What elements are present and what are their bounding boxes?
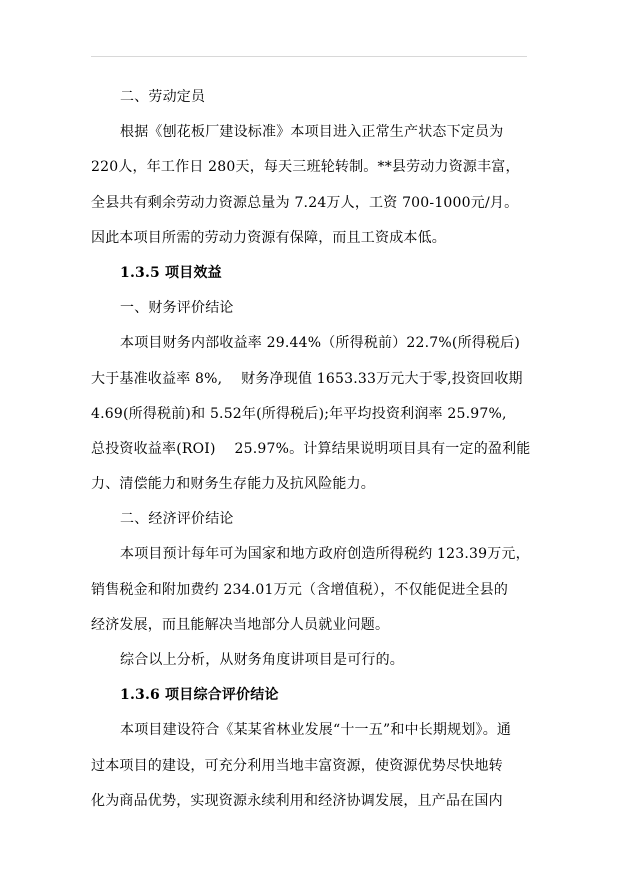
paragraph-line: 综合以上分析，从财务角度讲项目是可行的。 bbox=[120, 652, 404, 668]
paragraph-line: 大于基准收益率 8%, 财务净现值 1653.33万元大于零,投资回收期 bbox=[91, 370, 523, 387]
section-heading: 一、财务评价结论 bbox=[120, 300, 234, 317]
paragraph-line: 4.69(所得税前)和 5.52年(所得税后);年平均投资利润率 25.97%, bbox=[91, 405, 507, 422]
paragraph-line: 销售税金和附加费约 234.01万元（含增值税），不仅能促进全县的 bbox=[91, 581, 509, 598]
paragraph-line: 总投资收益率(ROI) 25.97%。计算结果说明项目具有一定的盈利能 bbox=[91, 440, 531, 457]
paragraph-line: 本项目预计每年可为国家和地方政府创造所得税约 123.39万元， bbox=[120, 546, 530, 563]
document-body bbox=[91, 80, 531, 819]
paragraph-line: 本项目财务内部收益率 29.44%（所得税前）22.7%(所得税后) bbox=[120, 335, 521, 352]
header-rule bbox=[91, 56, 527, 57]
paragraph-line: 根据《刨花板厂建设标准》本项目进入正常生产状态下定员为 bbox=[120, 124, 504, 141]
paragraph-line: 全县共有剩余劳动力资源总量为 7.24万人，工资 700-1000元/月。 bbox=[91, 194, 519, 211]
section-heading: 二、劳动定员 bbox=[120, 89, 206, 105]
paragraph-line: 经济发展，而且能解决当地部分人员就业问题。 bbox=[91, 616, 390, 633]
paragraph-line: 220人，年工作日 280天，每天三班轮转制。**县劳动力资源丰富， bbox=[91, 159, 520, 176]
paragraph-line: 力、清偿能力和财务生存能力及抗风险能力。 bbox=[91, 476, 375, 493]
subsection-heading: 1.3.5 项目效益 bbox=[120, 264, 222, 281]
subsection-heading: 1.3.6 项目综合评价结论 bbox=[120, 687, 279, 704]
section-heading: 二、经济评价结论 bbox=[120, 511, 234, 528]
paragraph-line: 因此本项目所需的劳动力资源有保障，而且工资成本低。 bbox=[91, 229, 446, 246]
paragraph-line: 化为商品优势，实现资源永续利用和经济协调发展，且产品在国内 bbox=[91, 792, 503, 809]
paragraph-line: 过本项目的建设，可充分利用当地丰富资源，使资源优势尽快地转 bbox=[91, 757, 503, 774]
paragraph-line: 本项目建设符合《某某省林业发展“十一五”和中长期规划》。通 bbox=[120, 722, 512, 739]
